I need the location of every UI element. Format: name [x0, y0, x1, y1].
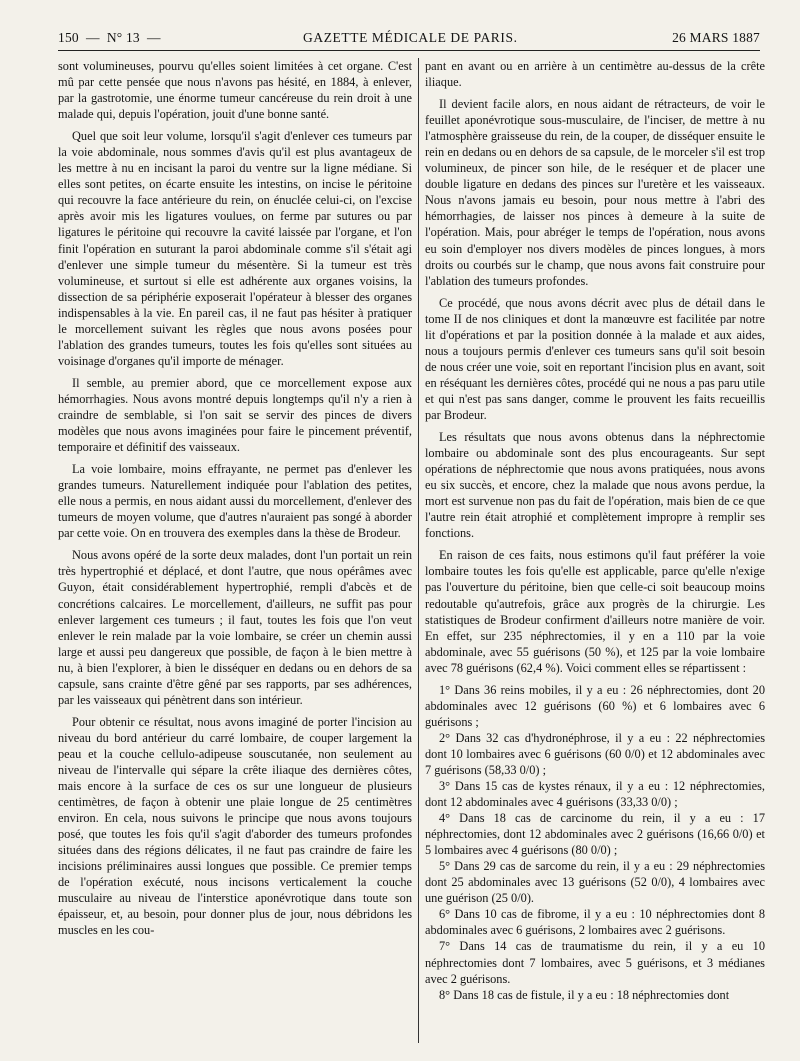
statistics-item: 5° Dans 29 cas de sarcome du rein, il y a eu : 29 néphrectomies dont 25 abdominales avec 13 guérisons (52 0/0), 4 lombaires avec une guérison (25 0/0).	[425, 859, 765, 906]
issue-number: N° 13	[106, 30, 140, 45]
statistics-item: 1° Dans 36 reins mobiles, il y a eu : 26 néphrectomies, dont 20 abdominales avec 12 guérisons (60 %) et 6 lombaires avec 6 guérisons ;	[425, 682, 765, 729]
statistics-item: 3° Dans 15 cas de kystes rénaux, il y a eu : 12 néphrectomies, dont 12 abdominales avec 4 guérisons (33,33 0/0) ;	[425, 779, 765, 810]
paragraph: Nous avons opéré de la sorte deux malades, dont l'un portait un rein très hypertrophié et déplacé, et dont l'autre, que nous opérâmes avec Guyon, était considérablement hypertrophié, rempli d'abcès et de concrétions calcaires. Le morcellement, d'ailleurs, ne suffit pas pour enlever largement ces tumeurs ; il faut, toutes les fois que l'on veut enlever le rein malade par la voie lombaire, se créer un chemin aussi large et aussi peu dangereux que possible, de façon à le bien mettre à nu, à bien l'explorer, à bien le disséquer en dedans ou en dehors de sa capsule, sans crainte d'être gêné par ses rapports, par ses adhérences, par les vaisseaux qui pénètrent dans son intérieur.	[58, 548, 412, 707]
paragraph: pant en avant ou en arrière à un centimètre au-dessus de la crête iliaque.	[425, 59, 765, 90]
paragraph: En raison de ces faits, nous estimons qu'il faut préférer la voie lombaire toutes les fois qu'elle est applicable, parce qu'elle n'exige pas l'ouverture du péritoine, bien que celle-ci soit beaucoup moins redoutable qu'autrefois, grâce aux progrès de la chirurgie. Les statistiques de Brodeur confirment d'ailleurs notre manière de voir. En effet, sur 235 néphrectomies, il y en a 110 par la voie abdominale, avec 55 guérisons (50 %), et 125 par la voie lombaire avec 78 guérisons (62,4 %). Voici comment elles se répartissent :	[425, 548, 765, 675]
paragraph: Quel que soit leur volume, lorsqu'il s'agit d'enlever ces tumeurs par la voie abdominale, nous sommes d'avis qu'il est plus avantageux de les mettre à nu en incisant la paroi du ventre sur la ligne médiane. Si elles sont petites, on écarte ensuite les intestins, on incise le péritoine qui recouvre la face antérieure du rein, on énuclée celui-ci, on l'excise après avoir mis les ligatures voulues, on ferme par sutures ou par ligatures le péritoine qui recouvre la cavité laissée par l'organe, et l'on finit l'opération en suturant la paroi abdominale comme s'il s'était agi d'enlever une simple tumeur du mésentère. Si la tumeur est très volumineuse, et surtout si elle est adhérente aux organes voisins, la dissection de sa périphérie exposerait l'opérateur à blesser des organes indispensables à la vie. En pareil cas, il ne faut pas hésiter à pratiquer le morcellement suivant les règles que nous avons posées pour l'ablation des grandes tumeurs, toutes les fois qu'elles sont situées au voisinage d'organes qu'il importe de ménager.	[58, 129, 412, 368]
statistics-item: 8° Dans 18 cas de fistule, il y a eu : 18 néphrectomies dont	[439, 987, 730, 1002]
paragraph: Ce procédé, que nous avons décrit avec plus de détail dans le tome II de nos cliniques et dont la manœuvre est facilitée par notre lit d'opérations et par la position donnée à la malade et aux aides, nous a toujours permis d'enlever ces tumeurs sans qu'il soit besoin de nous créer une voie, soit en reportant l'incision plus en avant, soit en réséquant les dernières côtes, procédé qui ne nous a pas paru utile et qui n'est pas sans danger, comme le prouvent les faits recueillis par Brodeur.	[425, 295, 765, 422]
statistics-item: 2° Dans 32 cas d'hydronéphrose, il y a eu : 22 néphrectomies dont 10 lombaires avec 6 guérisons (60 0/0) et 12 abdominales avec 7 guérisons (58,33 0/0) ;	[425, 730, 765, 777]
statistics-item: 4° Dans 18 cas de carcinome du rein, il y a eu : 17 néphrectomies, dont 12 abdominales avec 2 guérisons (16,66 0/0) et 5 lombaires avec 4 guérisons (80 0/0) ;	[425, 811, 765, 858]
paragraph: Les résultats que nous avons obtenus dans la néphrectomie lombaire ou abdominale sont des plus encourageants. Sur sept opérations de néphrectomie que nous avons pratiquées, nous avons eu six succès, et encore, chez la malade que nous avons perdue, la mort est survenue non pas du fait de l'opération, mais bien de ce que l'autre rein était atrophié et complètement impropre à remplir ses fonctions.	[425, 430, 765, 541]
page-header	[58, 30, 760, 50]
paragraph: Il devient facile alors, en nous aidant de rétracteurs, de voir le feuillet aponévrotique sous-musculaire, de l'inciser, de mettre à nu l'atmosphère graisseuse du rein, de la couper, de disséquer ensuite le rein en dedans ou en dehors de sa capsule, de le morceler s'il est trop volumineux, de pincer son hile, de le reséquer et de placer une double ligature en dedans des pinces sur l'uretère et les vaisseaux. Nous n'avons jamais eu besoin, pour nous mettre à l'abri des hémorrhagies, de laisser nos pinces à demeure à la suite de l'opération. Mais, pour abréger le temps de l'opération, nous avons eu soin d'employer nos divers modèles de pinces longues, à mors droits ou courbés sur le champ, que nous avons fait construire pour l'ablation des tumeurs profondes.	[425, 97, 765, 288]
right-column	[425, 58, 765, 1048]
journal-title: GAZETTE MÉDICALE DE PARIS.	[303, 30, 518, 45]
paragraph: La voie lombaire, moins effrayante, ne permet pas d'enlever les grandes tumeurs. Naturellement indiquée pour l'ablation des petites, elle nous a permis, en nous aidant aussi du morcellement, d'enlever des tumeurs de moyen volume, que d'autres n'auraient pas songé à aborder par cette voie. On en trouvera des exemples dans la thèse de Brodeur.	[58, 462, 412, 541]
header-rule	[58, 50, 760, 51]
left-column	[58, 58, 412, 1048]
paragraph: sont volumineuses, pourvu qu'elles soient limitées à cet organe. C'est mû par cette pensée que nous n'avons pas hésité, en 1884, à enlever, par la gastrotomie, une énorme tumeur cancéreuse du rein droit à une malade qui, depuis l'opération, jouit d'une bonne santé.	[58, 59, 412, 122]
page-number-issue: 150 — N° 13 —	[58, 30, 161, 45]
issue-date: 26 MARS 1887	[672, 30, 760, 45]
paragraph: Il semble, au premier abord, que ce morcellement expose aux hémorrhagies. Nous avons montré depuis longtemps qu'il n'y a rien à craindre de semblable, si l'on sait se servir des pinces de divers modèles que nous avons imaginées pour faire le pincement préventif, temporaire et définitif des vaisseaux.	[58, 375, 412, 455]
statistics-item: 7° Dans 14 cas de traumatisme du rein, il y a eu 10 néphrectomies dont 7 lombaires, avec 5 guérisons, et 3 médianes avec 2 guérisons.	[425, 939, 765, 986]
paragraph: Pour obtenir ce résultat, nous avons imaginé de porter l'incision au niveau du bord antérieur du carré lombaire, de couper largement la peau et la couche cellulo-adipeuse souscutanée, non seulement au niveau de l'intervalle qui sépare la crête iliaque des dernières côtes, mais encore à la surface de ces os sur une longueur de plusieurs centimètres, de façon à obtenir une plaie longue de 25 centimètres environ. En cela, nous suivons le principe que nous avons toujours posé, que toutes les fois qu'il s'agit d'aborder des tumeurs profondes situées dans des régions délicates, il ne faut pas craindre de faire les incisions préliminaires aussi longues que possible. Ce premier temps de l'opération exécuté, nous incisons verticalement la couche musculaire au niveau de l'interstice aponévrotique dans toute son épaisseur, et, au besoin, pour donner plus de jour, nous débridons les muscles en les cou-	[58, 714, 412, 938]
page-number: 150	[58, 30, 79, 45]
column-divider	[418, 58, 419, 1043]
statistics-item: 6° Dans 10 cas de fibrome, il y a eu : 10 néphrectomies dont 8 abdominales avec 6 guérisons, 2 lombaires avec 2 guérisons.	[425, 907, 765, 938]
